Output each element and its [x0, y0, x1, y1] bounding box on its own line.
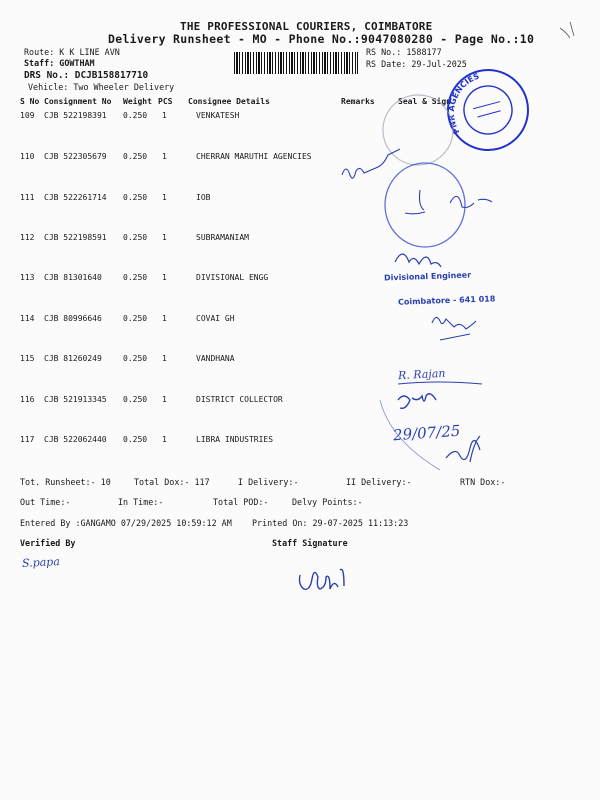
delvy-points: Delvy Points:- — [292, 497, 363, 507]
row-sno: 116 — [20, 395, 35, 404]
table-header — [20, 97, 580, 109]
total-dox: Total Dox:- 117 — [134, 477, 210, 487]
row-consignee: COVAI GH — [196, 314, 235, 323]
route-label: Route: K K LINE AVN — [24, 47, 120, 57]
staff-signature — [300, 569, 345, 589]
row-consignee: IOB — [196, 193, 211, 202]
i-delivery: I Delivery:- — [238, 477, 299, 487]
col-weight: Weight — [123, 97, 152, 106]
row-pcs: 1 — [162, 354, 167, 363]
table-row — [20, 193, 580, 205]
row-sno: 109 — [20, 111, 35, 120]
row-consignment: CJB 522062440 — [44, 435, 107, 444]
row-weight: 0.250 — [123, 354, 148, 363]
row-weight: 0.250 — [123, 314, 148, 323]
out-time: Out Time:- — [20, 497, 71, 507]
row-weight: 0.250 — [123, 111, 148, 120]
row-consignee: VENKATESH — [196, 111, 240, 120]
row-consignment: CJB 80996646 — [44, 314, 102, 323]
row-weight: 0.250 — [123, 233, 148, 242]
table-row — [20, 354, 580, 366]
row-consignment: CJB 81301640 — [44, 273, 102, 282]
row-consignee: SUBRAMANIAM — [196, 233, 249, 242]
col-remarks: Remarks — [341, 97, 375, 106]
row-consignee: DIVISIONAL ENGG — [196, 273, 269, 282]
dept-stamp-line2: Coimbatore - 641 018 — [397, 294, 496, 307]
ii-delivery: II Delivery:- — [346, 477, 412, 487]
row-weight: 0.250 — [123, 152, 148, 161]
row-pcs: 1 — [162, 111, 167, 120]
svg-text:PNR AGENCIES: PNR AGENCIES — [446, 71, 481, 136]
rs-number: RS No.: 1588177 — [366, 47, 442, 57]
table-row — [20, 273, 580, 285]
vehicle-label: Vehicle: Two Wheeler Delivery — [28, 82, 175, 92]
row-consignment: CJB 522198391 — [44, 111, 107, 120]
col-seal: Seal & Sign — [398, 97, 451, 106]
row-sno: 114 — [20, 314, 35, 323]
total-pod: Total POD:- — [213, 497, 269, 507]
row-pcs: 1 — [162, 314, 167, 323]
col-sno: S No — [20, 97, 40, 106]
row-consignment: CJB 81260249 — [44, 354, 102, 363]
row-pcs: 1 — [162, 193, 167, 202]
row-sno: 115 — [20, 354, 35, 363]
row-consignee: VANDHANA — [196, 354, 235, 363]
col-pcs: PCS — [158, 97, 173, 106]
drs-number: DRS No.: DCJB158817710 — [24, 70, 149, 81]
row-sno: 117 — [20, 435, 35, 444]
row-pcs: 1 — [162, 233, 167, 242]
table-row — [20, 152, 580, 164]
table-row — [20, 111, 580, 123]
barcode — [234, 52, 358, 74]
table-row — [20, 435, 580, 447]
date-handwriting: 29/07/25 — [392, 421, 461, 445]
runsheet-subtitle: Delivery Runsheet - MO - Phone No.:9047080280 - Page No.:10 — [108, 32, 535, 46]
staff-label: Staff: GOWTHAM — [24, 58, 95, 68]
remark-handwriting: R. Rajan — [397, 366, 446, 383]
row-consignee: DISTRICT COLLECTOR — [196, 395, 283, 404]
table-row — [20, 314, 580, 326]
table-row — [20, 233, 580, 245]
row-pcs: 1 — [162, 395, 167, 404]
verified-by-label: Verified By — [20, 538, 76, 548]
row-pcs: 1 — [162, 152, 167, 161]
row-weight: 0.250 — [123, 395, 148, 404]
entered-by: Entered By :GANGAMO 07/29/2025 10:59:12 AM — [20, 518, 232, 528]
row-consignment: CJB 522305679 — [44, 152, 107, 161]
printed-on: Printed On: 29-07-2025 11:13:23 — [252, 518, 409, 528]
row-consignment: CJB 521913345 — [44, 395, 107, 404]
row-pcs: 1 — [162, 435, 167, 444]
verifier-handwriting: S.papa — [21, 555, 61, 570]
row-sno: 110 — [20, 152, 35, 161]
col-consignee: Consignee Details — [188, 97, 270, 106]
dept-stamp-line1: Divisional Engineer — [383, 270, 472, 283]
row-sno: 113 — [20, 273, 35, 282]
table-row — [20, 395, 580, 407]
company-title: THE PROFESSIONAL COURIERS, COIMBATORE — [180, 20, 433, 33]
rtn-dox: RTN Dox:- — [460, 477, 506, 487]
row-weight: 0.250 — [123, 435, 148, 444]
corner-mark — [560, 22, 574, 38]
row-pcs: 1 — [162, 273, 167, 282]
row-sno: 111 — [20, 193, 35, 202]
col-consignment: Consignment No — [44, 97, 112, 106]
row-weight: 0.250 — [123, 273, 148, 282]
signature-115-line — [398, 382, 482, 384]
rs-date: RS Date: 29-Jul-2025 — [366, 59, 467, 69]
row-sno: 112 — [20, 233, 35, 242]
staff-signature-label: Staff Signature — [272, 538, 348, 548]
signature-112 — [395, 254, 441, 267]
row-weight: 0.250 — [123, 193, 148, 202]
tot-runsheet: Tot. Runsheet:- 10 — [20, 477, 111, 487]
in-time: In Time:- — [118, 497, 164, 507]
row-consignment: CJB 522198591 — [44, 233, 107, 242]
row-consignee: CHERRAN MARUTHI AGENCIES — [196, 152, 312, 161]
row-consignee: LIBRA INDUSTRIES — [196, 435, 274, 444]
row-consignment: CJB 522261714 — [44, 193, 107, 202]
